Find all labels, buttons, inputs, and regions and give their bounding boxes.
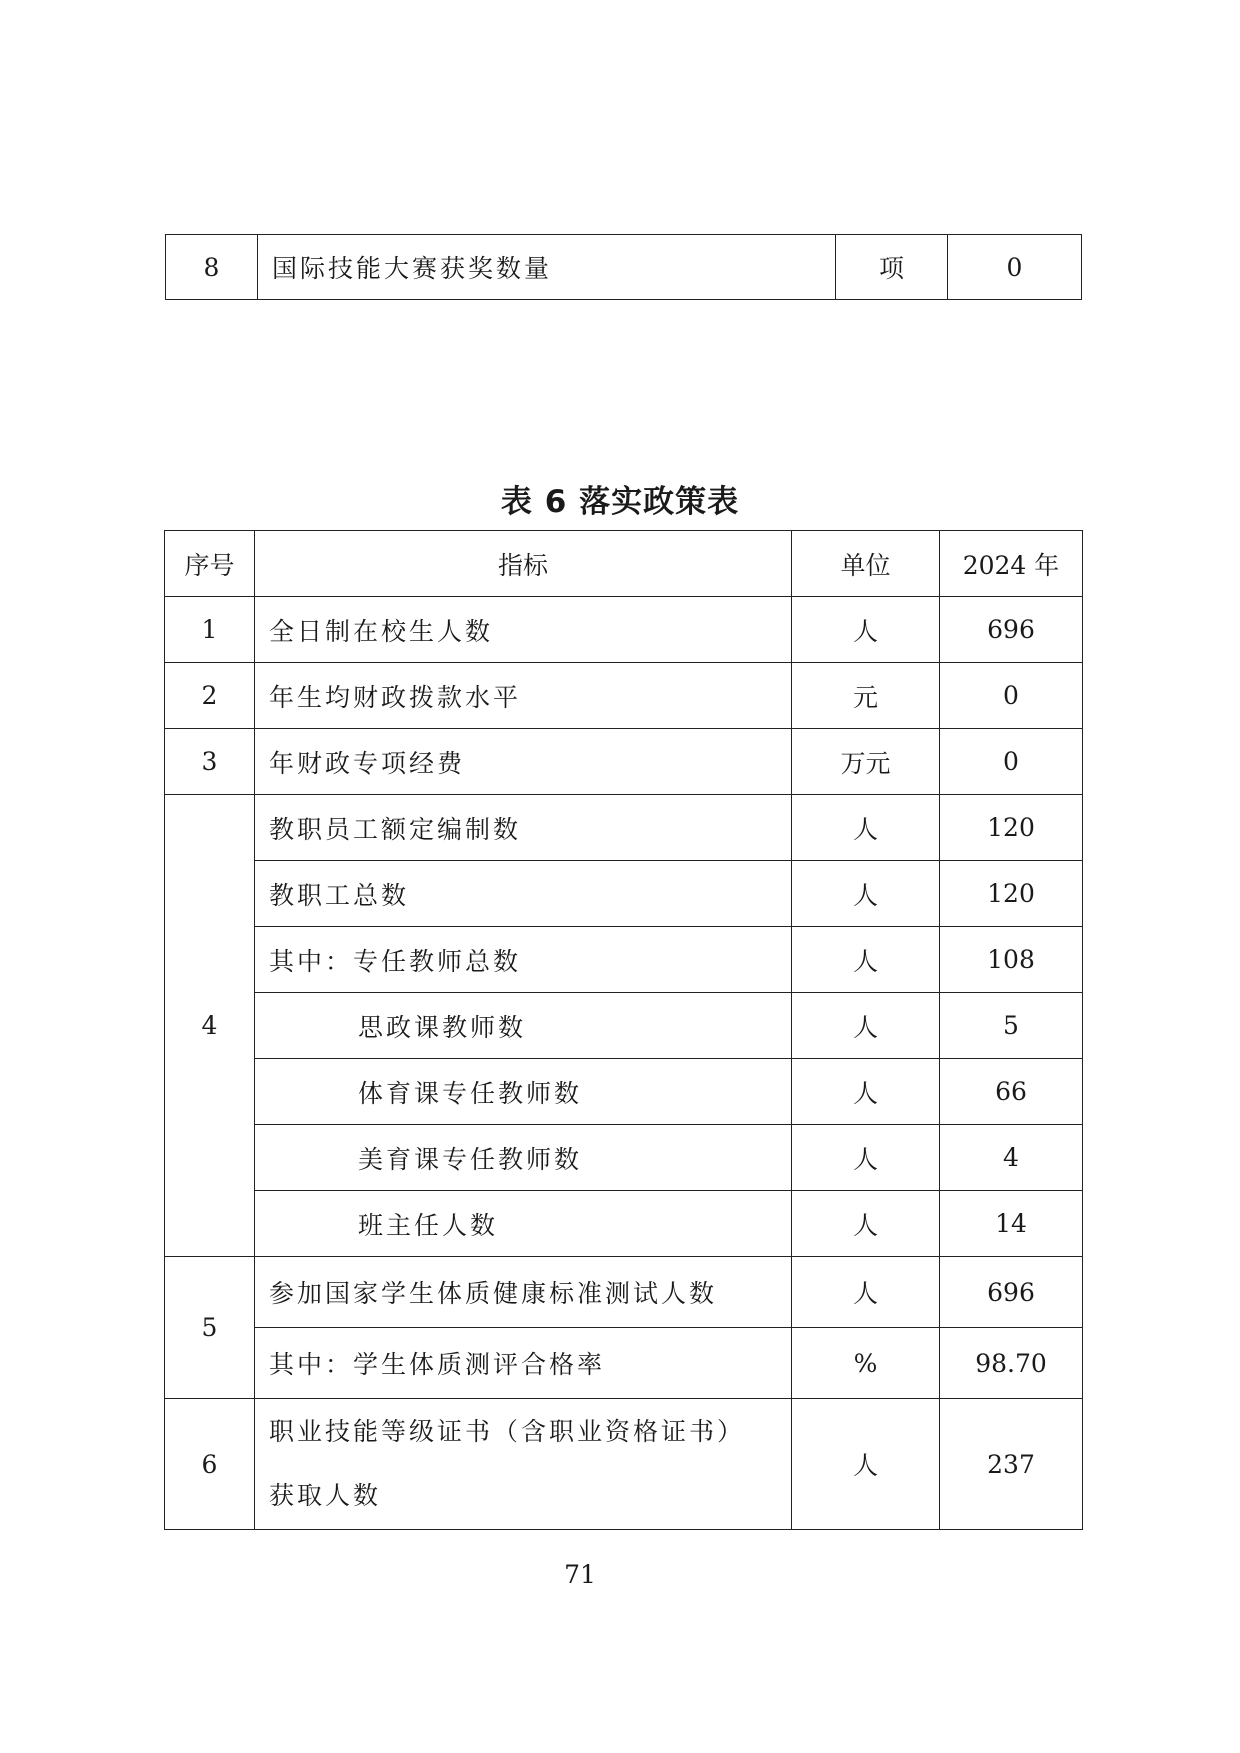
row-indicator: 教职员工额定编制数 xyxy=(255,795,792,861)
row-unit: 人 xyxy=(792,795,940,861)
row-unit: 人 xyxy=(792,993,940,1059)
row-value: 0 xyxy=(940,663,1083,729)
table-row xyxy=(165,1125,1083,1191)
table-row xyxy=(166,235,1082,300)
row-index: 4 xyxy=(165,795,255,1257)
table-row xyxy=(165,927,1083,993)
row-unit: 人 xyxy=(792,1059,940,1125)
row-value: 696 xyxy=(940,1257,1083,1328)
row-indicator: 班主任人数 xyxy=(255,1191,792,1257)
row-unit: 人 xyxy=(792,861,940,927)
row-index: 6 xyxy=(165,1399,255,1530)
row-value: 108 xyxy=(940,927,1083,993)
row-value: 98.70 xyxy=(940,1328,1083,1399)
table-header-row xyxy=(165,531,1083,597)
row-index: 5 xyxy=(165,1257,255,1399)
row-indicator: 全日制在校生人数 xyxy=(255,597,792,663)
row-index: 2 xyxy=(165,663,255,729)
row-indicator-line-1: 职业技能等级证书（含职业资格证书） xyxy=(269,1417,746,1446)
row-unit: 人 xyxy=(792,597,940,663)
table-row xyxy=(165,1191,1083,1257)
page-number: 71 xyxy=(564,1560,596,1589)
row-indicator xyxy=(255,1399,792,1530)
row-unit: 人 xyxy=(792,1399,940,1530)
row-unit: 人 xyxy=(792,927,940,993)
table-row xyxy=(165,861,1083,927)
table-row xyxy=(165,729,1083,795)
row-indicator-line-2: 获取人数 xyxy=(269,1481,382,1510)
table-row xyxy=(165,1399,1083,1530)
row-value: 237 xyxy=(940,1399,1083,1530)
row-indicator: 国际技能大赛获奖数量 xyxy=(258,235,836,300)
row-value: 5 xyxy=(940,993,1083,1059)
row-unit: % xyxy=(792,1328,940,1399)
row-indicator: 年财政专项经费 xyxy=(255,729,792,795)
row-indicator: 思政课教师数 xyxy=(255,993,792,1059)
table-row xyxy=(165,597,1083,663)
row-unit: 项 xyxy=(836,235,948,300)
row-indicator: 其中：专任教师总数 xyxy=(255,927,792,993)
row-indicator: 美育课专任教师数 xyxy=(255,1125,792,1191)
row-unit: 万元 xyxy=(792,729,940,795)
row-indicator: 教职工总数 xyxy=(255,861,792,927)
row-value: 120 xyxy=(940,795,1083,861)
table-row xyxy=(165,795,1083,861)
row-indicator: 其中：学生体质测评合格率 xyxy=(255,1328,792,1399)
policy-implementation-table xyxy=(164,530,1083,1530)
row-value: 0 xyxy=(948,235,1082,300)
table-title: 表 6 落实政策表 xyxy=(500,484,740,520)
header-year: 2024 年 xyxy=(940,531,1083,597)
table-row xyxy=(165,993,1083,1059)
row-unit: 人 xyxy=(792,1257,940,1328)
row-unit: 元 xyxy=(792,663,940,729)
row-indicator: 参加国家学生体质健康标准测试人数 xyxy=(255,1257,792,1328)
row-value: 0 xyxy=(940,729,1083,795)
row-indicator: 体育课专任教师数 xyxy=(255,1059,792,1125)
header-unit: 单位 xyxy=(792,531,940,597)
row-value: 14 xyxy=(940,1191,1083,1257)
header-index: 序号 xyxy=(165,531,255,597)
row-value: 696 xyxy=(940,597,1083,663)
row-unit: 人 xyxy=(792,1191,940,1257)
row-index: 8 xyxy=(166,235,258,300)
row-value: 66 xyxy=(940,1059,1083,1125)
table-row xyxy=(165,663,1083,729)
row-index: 1 xyxy=(165,597,255,663)
row-value: 4 xyxy=(940,1125,1083,1191)
header-indicator: 指标 xyxy=(255,531,792,597)
row-index: 3 xyxy=(165,729,255,795)
table-row xyxy=(165,1257,1083,1328)
row-unit: 人 xyxy=(792,1125,940,1191)
previous-table-continuation xyxy=(165,234,1082,300)
row-value: 120 xyxy=(940,861,1083,927)
row-indicator: 年生均财政拨款水平 xyxy=(255,663,792,729)
table-row xyxy=(165,1328,1083,1399)
table-row xyxy=(165,1059,1083,1125)
